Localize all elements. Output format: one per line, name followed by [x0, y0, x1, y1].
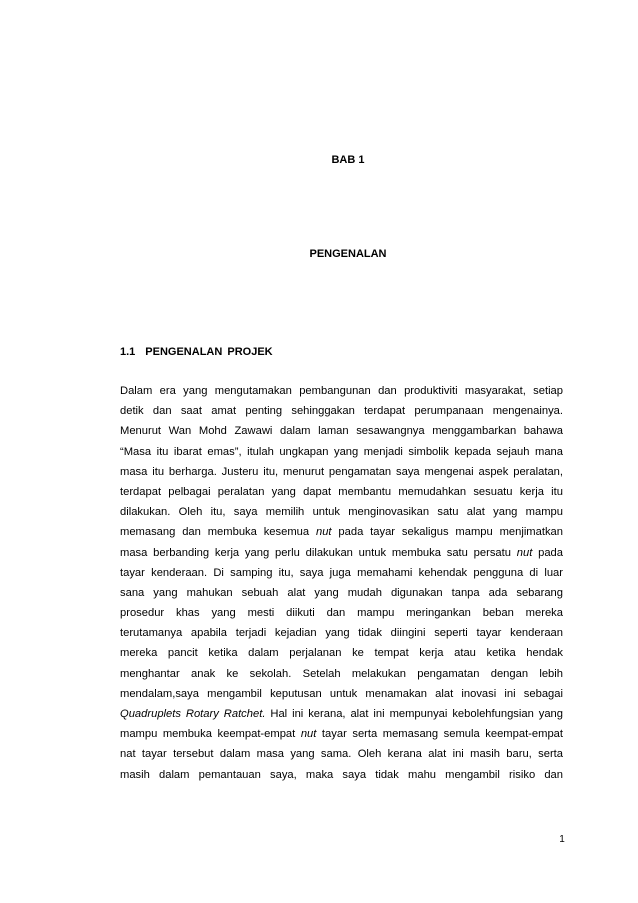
- body-text-segment: Menurut Wan Mohd Zawawi dalam laman sesawangnya menggambarkan bahawa: [120, 425, 563, 438]
- body-text-segment: menghantar anak ke sekolah. Setelah melakukan pengamatan dengan lebih: [120, 667, 563, 680]
- body-line: [120, 704, 563, 724]
- body-text-segment: masih dalam pemantauan saya, maka saya tidak mahu mengambil risiko dan: [120, 768, 563, 781]
- body-line: [120, 765, 563, 785]
- chapter-number: BAB 1: [331, 154, 365, 166]
- body-text-segment: pada tayar sekaligus mampu menjimatkan: [331, 526, 563, 539]
- body-line: [120, 563, 563, 583]
- body-text-segment: Hal ini kerana, alat ini mempunyai kebolehfungsian yang: [265, 708, 564, 720]
- body-text-segment: masa itu berharga. Justeru itu, menurut pengamatan saya mengenai aspek peralatan,: [120, 465, 563, 478]
- body-text-segment: nat tayar tersebut dalam masa yang sama. Oleh kerana alat ini masih baru, serta: [120, 748, 563, 761]
- body-line: [120, 664, 563, 684]
- body-text-segment: prosedur khas yang mesti diikuti dan mampu meringankan beban mereka: [120, 607, 563, 620]
- body-text-segment: pada: [532, 546, 563, 559]
- body-line: [120, 643, 563, 663]
- body-line: [120, 482, 563, 502]
- body-text-segment: masa berbanding kerja yang perlu dilakukan untuk membuka satu persatu: [120, 546, 517, 559]
- body-line: [120, 583, 563, 603]
- section-number: 1.1: [120, 346, 136, 358]
- body-text-segment: detik dan saat amat penting sehinggakan terdapat perumpanaan mengenainya.: [120, 405, 563, 418]
- body-text-segment: mereka pancit ketika dalam perjalanan ke tempat kerja atau ketika hendak: [120, 647, 563, 660]
- body-line: [120, 522, 563, 542]
- body-line: [120, 543, 563, 563]
- body-line: [120, 421, 563, 441]
- section-title: PENGENALAN PROJEK: [145, 346, 273, 358]
- body-text-segment: tayar kenderaan. Di samping itu, saya juga memahami kehendak pengguna di luar: [120, 566, 563, 579]
- section-heading: [120, 346, 273, 358]
- body-text-segment: mendalam,saya mengambil keputusan untuk menamakan alat inovasi ini sebagai: [120, 687, 563, 700]
- body-line: [120, 401, 563, 421]
- body-line: [120, 684, 563, 704]
- italic-text: nut: [300, 728, 317, 741]
- body-text-segment: mampu membuka keempat-empat: [120, 728, 301, 741]
- body-text-segment: tayar serta memasang semula keempat-empat: [316, 728, 564, 741]
- body-text-segment: “Masa itu ibarat emas”, itulah ungkapan yang menjadi simbolik kepada sejauh mana: [120, 445, 563, 458]
- body-text-segment: dilakukan. Oleh itu, saya memilih untuk menginovasikan satu alat yang mampu: [120, 506, 563, 519]
- body-line: [120, 462, 563, 482]
- body-paragraph: [120, 381, 563, 785]
- body-line: [120, 381, 563, 401]
- body-text-segment: memasang dan membuka kesemua: [120, 526, 316, 539]
- italic-text: nut: [315, 526, 332, 539]
- body-line: [120, 502, 563, 522]
- body-line: [120, 623, 563, 643]
- page-number: 1: [559, 834, 565, 845]
- body-text-segment: sana yang mahukan sebuah alat yang mudah digunakan tanpa ada sebarang: [120, 586, 563, 599]
- body-text-segment: Dalam era yang mengutamakan pembangunan dan produktiviti masyarakat, setiap: [120, 385, 563, 397]
- body-line: [120, 724, 563, 744]
- italic-text: Quadruplets Rotary Ratchet.: [120, 708, 266, 720]
- chapter-title: PENGENALAN: [309, 248, 387, 260]
- body-line: [120, 442, 563, 462]
- body-text-segment: terdapat pelbagai peralatan yang dapat membantu memudahkan sesuatu kerja itu: [120, 485, 563, 498]
- body-text-segment: terutamanya apabila terjadi kejadian yang tidak diingini seperti tayar kenderaan: [120, 627, 563, 640]
- body-line: [120, 744, 563, 764]
- italic-text: nut: [516, 546, 533, 559]
- body-line: [120, 603, 563, 623]
